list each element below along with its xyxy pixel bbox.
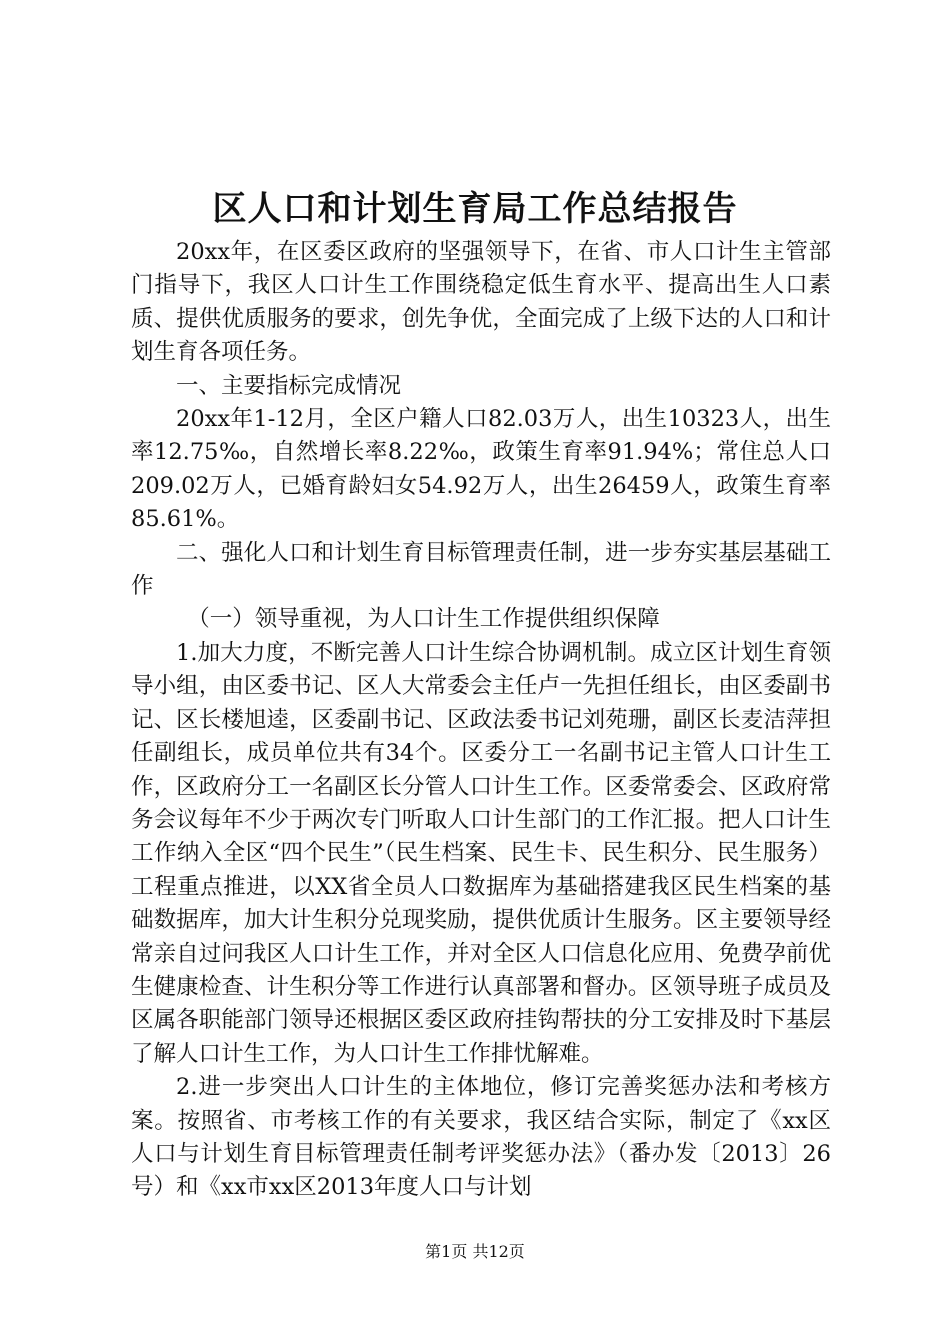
paragraph-intro: 20xx年，在区委区政府的坚强领导下，在省、市人口计生主管部门指导下，我区人口计生工作围绕稳定低生育水平、提高出生人口素质、提供优质服务的要求，创先争优，全面完成了上级下达的人口和计划生育各项任务。 — [131, 239, 831, 366]
page-number-footer: 第1页 共12页 — [425, 1242, 525, 1261]
document-body — [131, 236, 831, 1205]
document-title: 区人口和计划生育局工作总结报告 — [212, 189, 738, 229]
heading-section-2: 二、强化人口和计划生育目标管理责任制，进一步夯实基层基础工作 — [131, 539, 831, 600]
heading-subsection-1: （一）领导重视，为人口计生工作提供组织保障 — [187, 606, 660, 633]
paragraph-item-2: 2.进一步突出人口计生的主体地位，修订完善奖惩办法和考核方案。按照省、市考核工作的有关要求，我区结合实际，制定了《xx区人口与计划生育目标管理责任制考评奖惩办法》（番办发〔2013〕26号）和《xx市xx区2013年度人口与计划 — [131, 1074, 831, 1201]
paragraph-indicators: 20xx年1-12月，全区户籍人口82.03万人，出生10323人，出生率12.75‰，自然增长率8.22‰，政策生育率91.94%；常住总人口209.02万人，已婚育龄妇女54.92万人，出生26459人，政策生育率85.61%。 — [131, 406, 831, 533]
paragraph-item-1: 1.加大力度，不断完善人口计生综合协调机制。成立区计划生育领导小组，由区委书记、区人大常委会主任卢一先担任组长，由区委副书记、区长楼旭逵，区委副书记、区政法委书记刘苑珊，副区长麦洁萍担任副组长，成员单位共有34个。区委分工一名副书记主管人口计生工作，区政府分工一名副区长分管人口计生工作。区委常委会、区政府常务会议每年不少于两次专门听取人口计生部门的工作汇报。把人口计生工作纳入全区“四个民生”（民生档案、民生卡、民生积分、民生服务）工程重点推进，以XX省全员人口数据库为基础搭建我区民生档案的基础数据库，加大计生积分兑现奖励，提供优质计生服务。区主要领导经常亲自过问我区人口计生工作，并对全区人口信息化应用、免费孕前优生健康检查、计生积分等工作进行认真部署和督办。区领导班子成员及区属各职能部门领导还根据区委区政府挂钩帮扶的分工安排及时下基层了解人口计生工作，为人口计生工作排忧解难。 — [131, 639, 831, 1067]
heading-section-1: 一、主要指标完成情况 — [176, 372, 402, 399]
